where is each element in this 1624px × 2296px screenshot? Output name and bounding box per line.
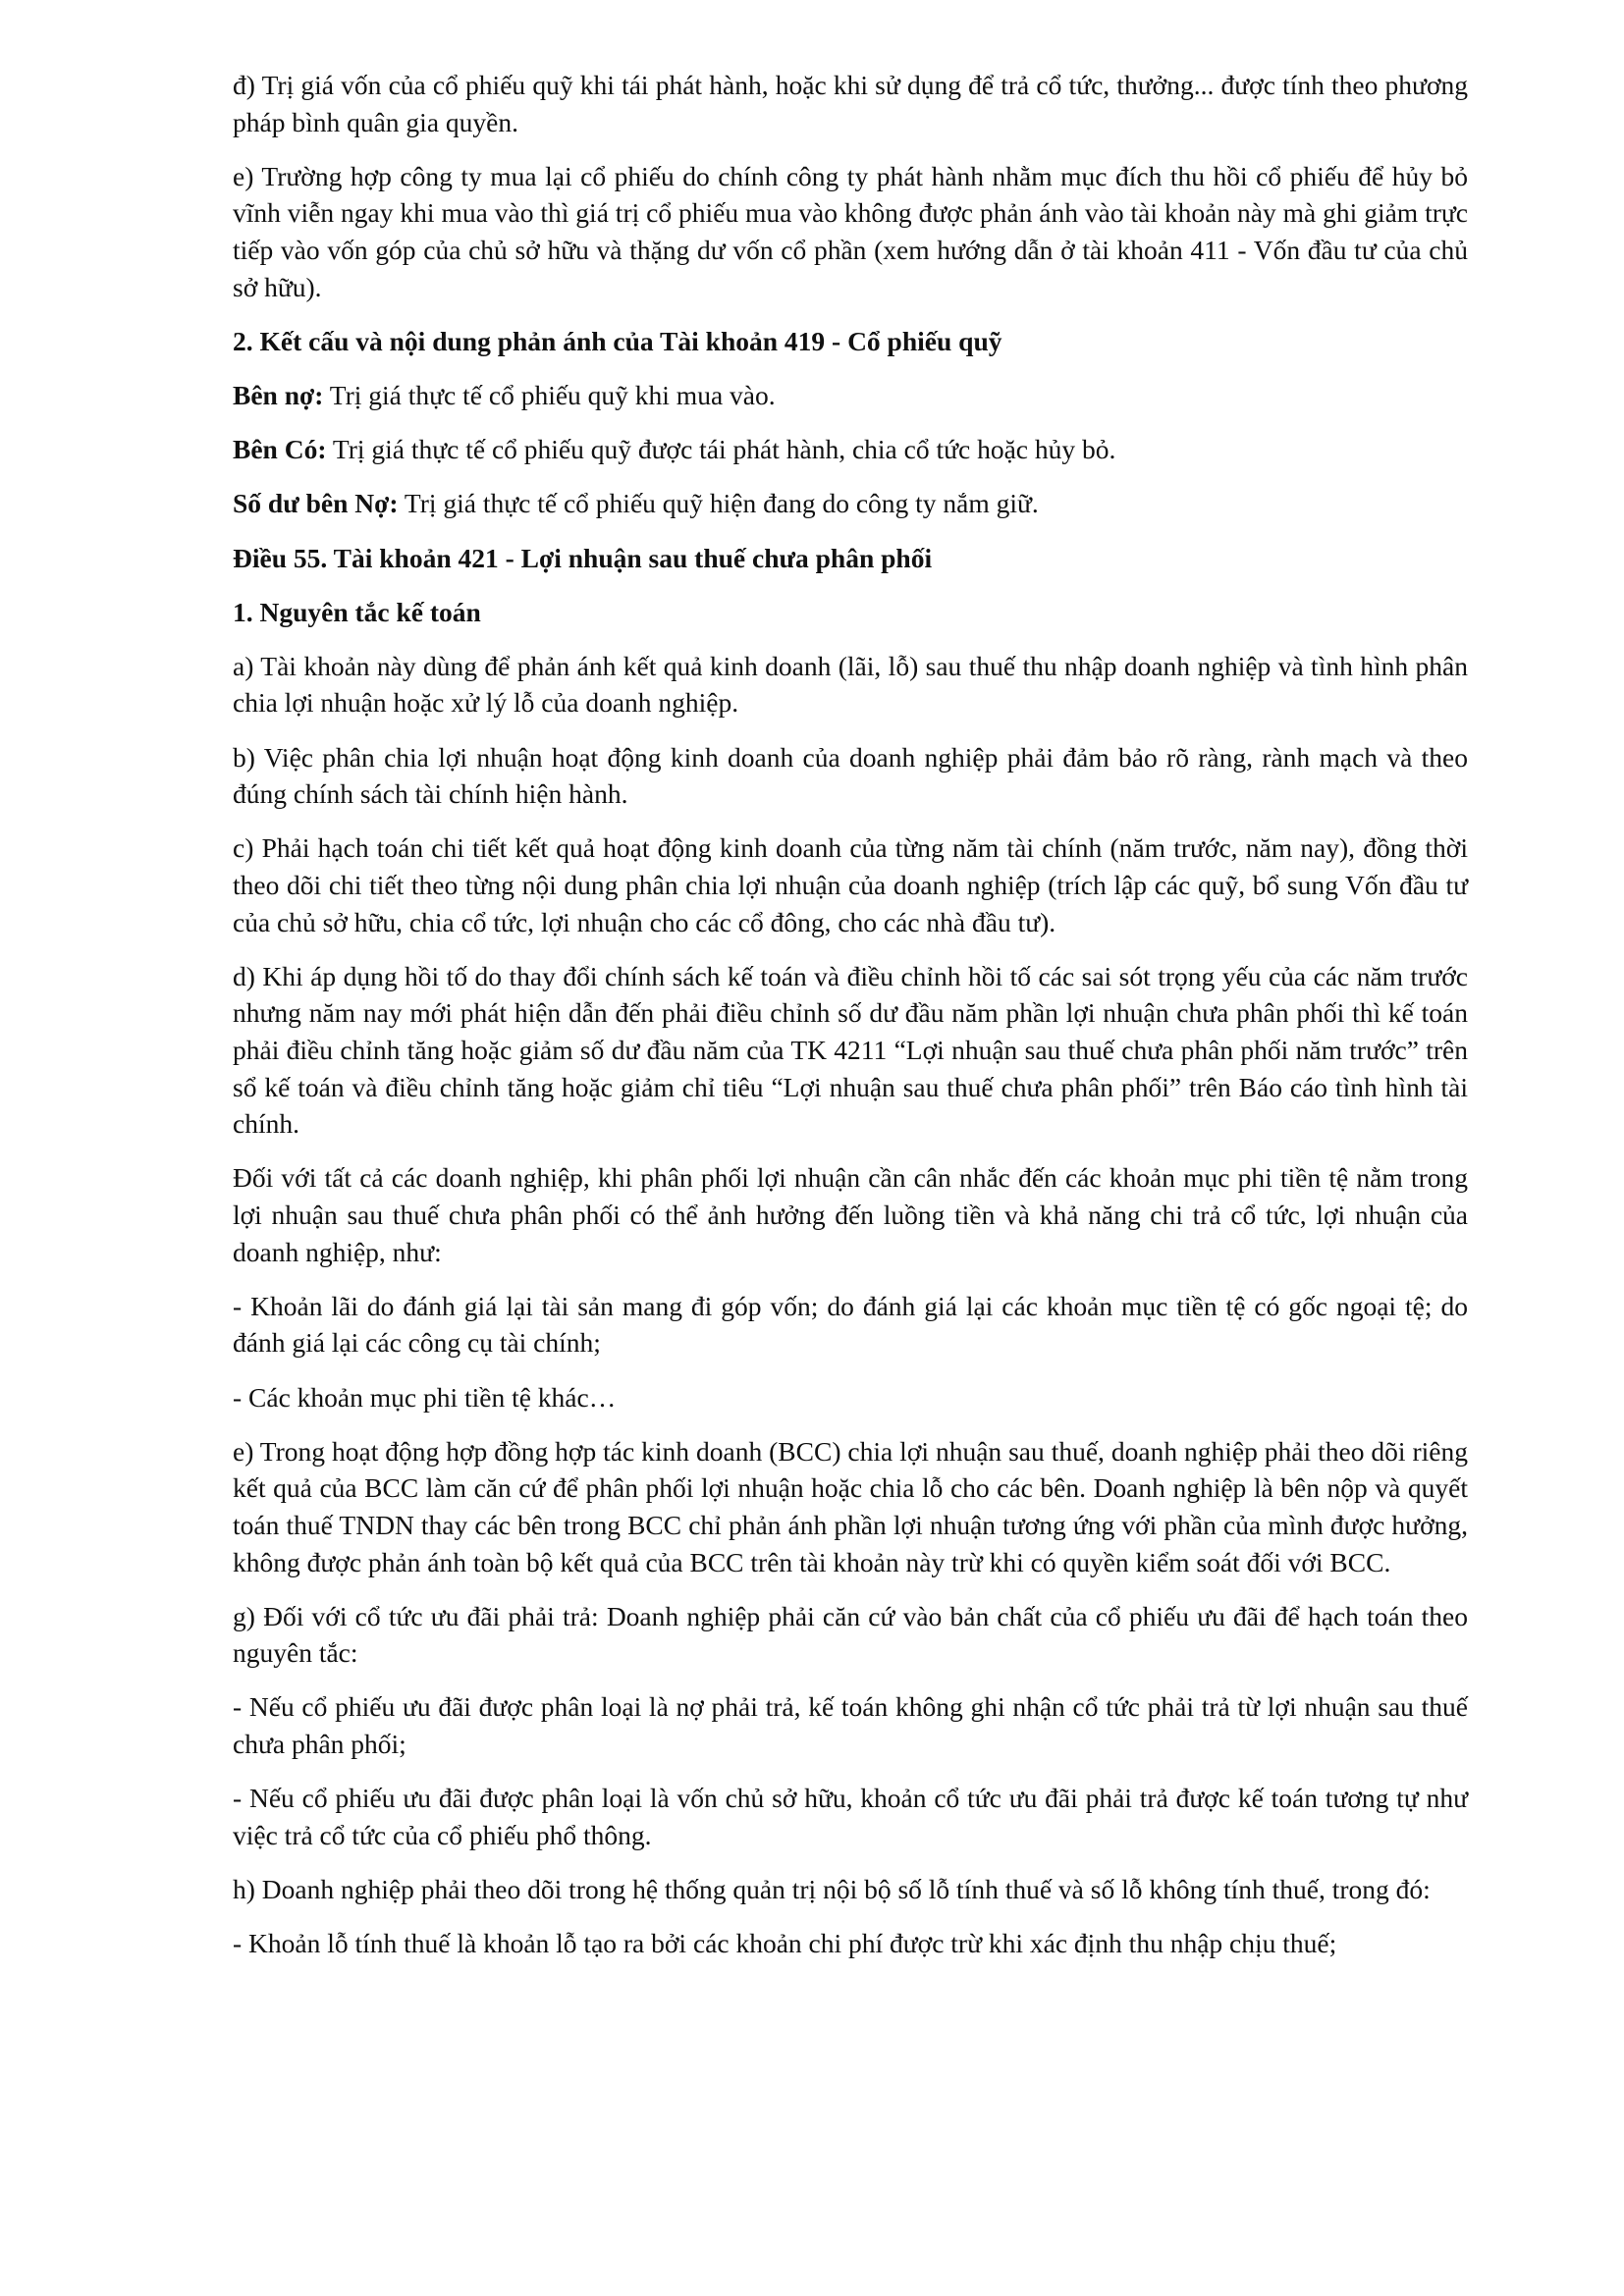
entry-text: Trị giá thực tế cổ phiếu quỹ được tái phát hành, chia cổ tức hoặc hủy bỏ. — [326, 434, 1116, 465]
principle-d: d) Khi áp dụng hồi tố do thay đổi chính sách kế toán và điều chỉnh hồi tố các sai sót trọng yếu của các năm trước nhưng năm nay mới phát hiện dẫn đến phải điều chỉnh số dư đầu năm phần lợi nhuận chưa phân phối thì kế toán phải điều chỉnh tăng hoặc giảm số dư đầu năm của TK 4211 “Lợi nhuận sau thuế chưa phân phối năm trước” trên sổ kế toán và điều chỉnh tăng hoặc giảm chỉ tiêu “Lợi nhuận sau thuế chưa phân phối” trên Báo cáo tình hình tài chính. — [233, 960, 1468, 1140]
paragraph-e-treasury-cancel: e) Trường hợp công ty mua lại cổ phiếu do chính công ty phát hành nhằm mục đích thu hồi cổ phiếu để hủy bỏ vĩnh viễn ngay khi mua vào thì giá trị cổ phiếu mua vào không được phản ánh vào tài khoản này mà ghi giảm trực tiếp vào vốn góp của chủ sở hữu và thặng dư vốn cổ phần (xem hướng dẫn ở tài khoản 411 - Vốn đầu tư của chủ sở hữu). — [233, 160, 1468, 302]
entry-debit-side — [233, 377, 1468, 414]
article-55-heading: Điều 55. Tài khoản 421 - Lợi nhuận sau thuế chưa phân phối — [233, 542, 933, 573]
entry-credit-side — [233, 431, 1468, 468]
entry-label: Số dư bên Nợ: — [233, 488, 399, 519]
bullet-preferred-as-liability: - Nếu cổ phiếu ưu đãi được phân loại là nợ phải trả, kế toán không ghi nhận cổ tức phải trả từ lợi nhuận sau thuế chưa phân phối; — [233, 1691, 1468, 1760]
entry-text: Trị giá thực tế cổ phiếu quỹ hiện đang do công ty nắm giữ. — [398, 488, 1039, 519]
entry-label: Bên Có: — [233, 434, 327, 465]
principle-e-bcc: e) Trong hoạt động hợp đồng hợp tác kinh doanh (BCC) chia lợi nhuận sau thuế, doanh nghiệp phải theo dõi riêng kết quả của BCC làm căn cứ để phân phối lợi nhuận hoặc chia lỗ cho các bên. Doanh nghiệp là bên nộp và quyết toán thuế TNDN thay các bên trong BCC chỉ phản ánh phần lợi nhuận tương ứng với phần của mình được hưởng, không được phản ánh toàn bộ kết quả của BCC trên tài khoản này trừ khi có quyền kiểm soát đối với BCC. — [233, 1435, 1468, 1577]
bullet-preferred-as-equity: - Nếu cổ phiếu ưu đãi được phân loại là vốn chủ sở hữu, khoản cổ tức ưu đãi phải trả được kế toán tương tự như việc trả cổ tức của cổ phiếu phổ thông. — [233, 1783, 1468, 1850]
section-1-heading: 1. Nguyên tắc kế toán — [233, 596, 481, 627]
principle-g-preferred-dividends: g) Đối với cổ tức ưu đãi phải trả: Doanh nghiệp phải căn cứ vào bản chất của cổ phiếu ưu đãi để hạch toán theo nguyên tắc: — [233, 1600, 1468, 1669]
principle-h-tax-losses: h) Doanh nghiệp phải theo dõi trong hệ thống quản trị nội bộ số lỗ tính thuế và số lỗ không tính thuế, trong đó: — [233, 1874, 1431, 1905]
paragraph-d-stroke: đ) Trị giá vốn của cổ phiếu quỹ khi tái phát hành, hoặc khi sử dụng để trả cổ tức, thưởng... được tính theo phương pháp bình quân gia quyền. — [233, 70, 1468, 137]
principle-c: c) Phải hạch toán chi tiết kết quả hoạt động kinh doanh của từng năm tài chính (năm trước, năm nay), đồng thời theo dõi chi tiết theo từng nội dung phân chia lợi nhuận của doanh nghiệp (trích lập các quỹ, bổ sung Vốn đầu tư của chủ sở hữu, chia cổ tức, lợi nhuận cho các cổ đông, cho các nhà đầu tư). — [233, 832, 1468, 937]
bullet-other-non-monetary: - Các khoản mục phi tiền tệ khác… — [233, 1381, 617, 1413]
principle-non-monetary-note: Đối với tất cả các doanh nghiệp, khi phân phối lợi nhuận cần cân nhắc đến các khoản mục phi tiền tệ nằm trong lợi nhuận sau thuế chưa phân phối có thể ảnh hưởng đến luồng tiền và khả năng chi trả cổ tức, lợi nhuận của doanh nghiệp, như: — [233, 1162, 1468, 1267]
section-2-heading: 2. Kết cấu và nội dung phản ánh của Tài khoản 419 - Cổ phiếu quỹ — [233, 325, 1002, 356]
bullet-revaluation-gains: - Khoản lãi do đánh giá lại tài sản mang đi góp vốn; do đánh giá lại các khoản mục tiền tệ có gốc ngoại tệ; do đánh giá lại các công cụ tài chính; — [233, 1290, 1468, 1359]
bullet-taxable-loss: - Khoản lỗ tính thuế là khoản lỗ tạo ra bởi các khoản chi phí được trừ khi xác định thu nhập chịu thuế; — [233, 1928, 1337, 1959]
principle-b: b) Việc phân chia lợi nhuận hoạt động kinh doanh của doanh nghiệp phải đảm bảo rõ ràng, rành mạch và theo đúng chính sách tài chính hiện hành. — [233, 741, 1468, 810]
entry-text: Trị giá thực tế cổ phiếu quỹ khi mua vào. — [323, 379, 776, 410]
principle-a: a) Tài khoản này dùng để phản ánh kết quả kinh doanh (lãi, lỗ) sau thuế thu nhập doanh nghiệp và tình hình phân chia lợi nhuận hoặc xử lý lỗ của doanh nghiệp. — [233, 650, 1468, 719]
document-page — [233, 67, 1468, 1979]
entry-label: Bên nợ: — [233, 379, 324, 410]
entry-debit-balance — [233, 485, 1468, 522]
